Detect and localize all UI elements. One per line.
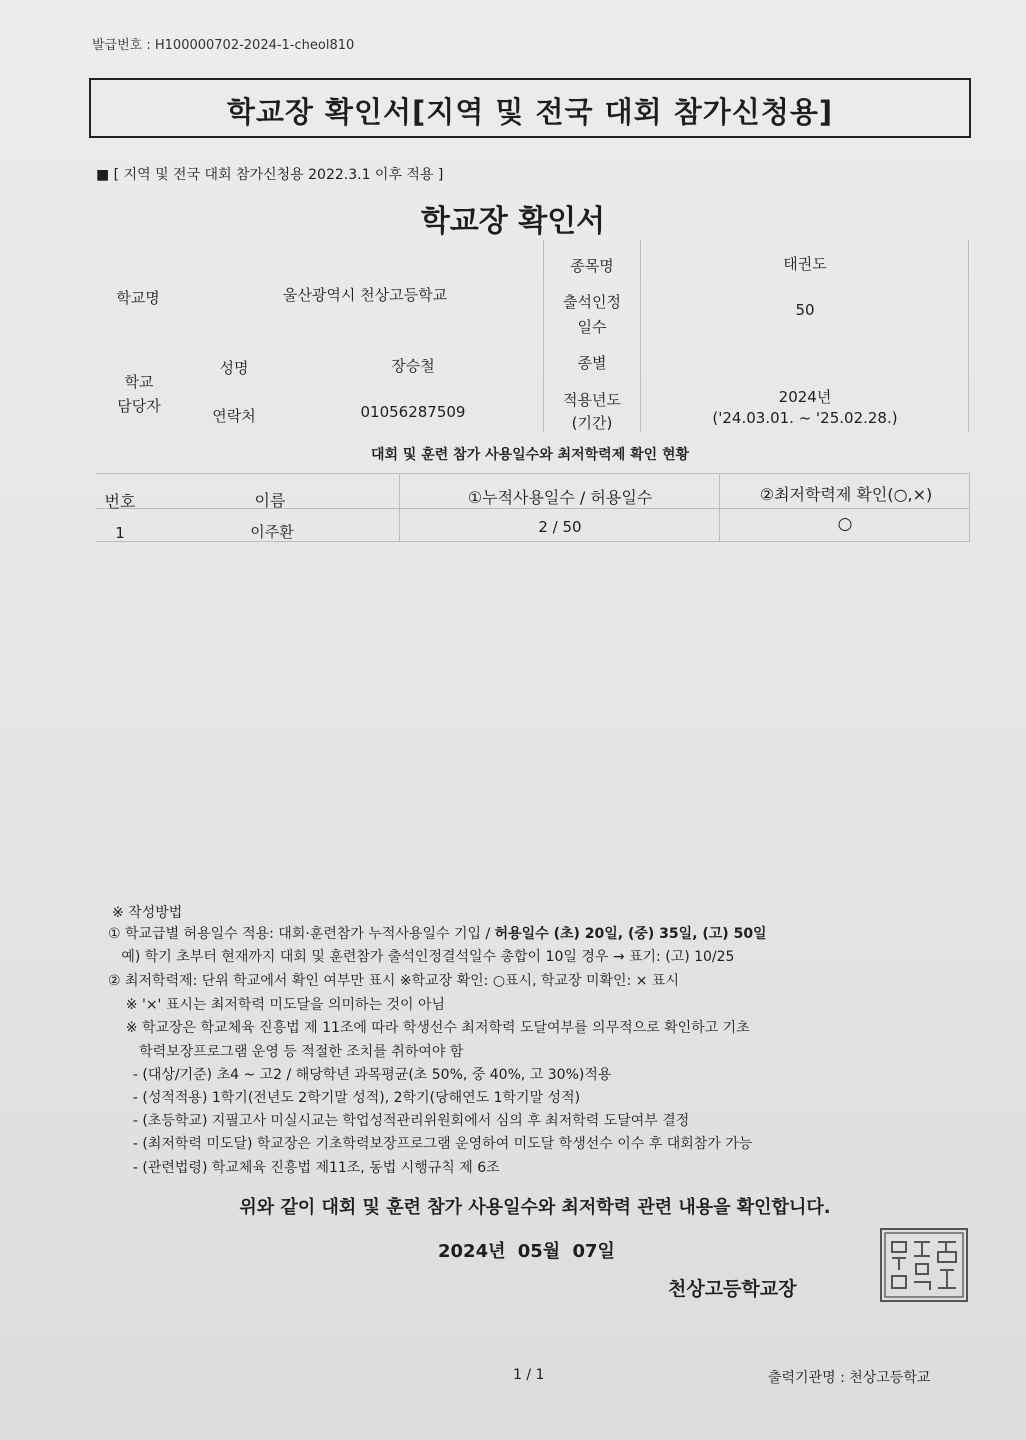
school-value: 울산광역시 천상고등학교: [282, 286, 448, 304]
manager-label: 학교 담당자: [117, 373, 161, 415]
table-divider: [399, 473, 400, 541]
column-header: ①누적사용일수 / 허용일수: [467, 488, 653, 507]
method-line: - (성적적용) 1학기(전년도 2학기말 성적), 2학기(당해연도 1학기말 성적): [124, 1090, 581, 1106]
attend-label: 출석인정 일수: [563, 293, 621, 336]
method-line: ※ 학교장은 학교체육 진흥법 제 11조에 따라 학생선수 최저학력 도달여부를 의무적으로 확인하고 기초: [108, 1020, 750, 1036]
sub-title: 학교장 확인서: [420, 204, 606, 239]
official-seal: [880, 1228, 968, 1302]
method-line: [108, 923, 767, 943]
method-line: - (최저학력 미도달) 학교장은 기초학력보장프로그램 운영하여 미도달 학생선수 이수 후 대회참가 가능: [124, 1136, 753, 1152]
contact-label: 연락처: [212, 407, 256, 425]
header-title-box: [89, 78, 971, 138]
issue-number: 발급번호 : H100000702-2024-1-cheol810: [92, 38, 355, 53]
issue-date: 2024년 05월 07일: [438, 1241, 615, 1262]
school-label: 학교명: [116, 289, 160, 307]
name-value: 장승철: [391, 357, 435, 375]
table-cell-days: 2 / 50: [538, 518, 582, 536]
column-header: 이름: [254, 491, 286, 510]
year-label: 적용년도 (기간): [563, 391, 621, 432]
table-divider: [719, 473, 720, 541]
method-line: ※ '×' 표시는 최저학력 미도달을 의미하는 것이 아님: [108, 997, 446, 1013]
method-line-bold: 허용일수 (초) 20일, (중) 35일, (고) 50일: [494, 926, 767, 942]
applicability-note: ■ [ 지역 및 전국 대회 참가신청용 2022.3.1 이후 적용 ]: [96, 167, 444, 183]
info-divider: [543, 240, 544, 432]
info-divider: [640, 240, 641, 432]
info-divider: [968, 240, 969, 432]
seal-icon: [882, 1230, 966, 1300]
header-title: 학교장 확인서[지역 및 전국 대회 참가신청용]: [226, 95, 834, 129]
output-organization: 출력기관명 : 천상고등학교: [768, 1370, 931, 1386]
table-divider: [969, 473, 970, 541]
table-cell-number: 1: [115, 524, 125, 542]
method-line: - (초등학교) 지필고사 미실시교는 학업성적관리위원회에서 심의 후 최저학력 도달여부 결정: [124, 1113, 690, 1129]
method-line-text: ① 학교급별 허용일수 적용: 대회·훈련참가 누적사용일수 기입 /: [108, 926, 495, 942]
principal-signature: 천상고등학교장: [668, 1278, 797, 1300]
year-value: 2024년: [778, 388, 832, 406]
method-title: ※ 작성방법: [112, 905, 183, 921]
column-header: 번호: [104, 492, 136, 511]
sport-value: 태권도: [783, 255, 827, 273]
attend-value: 50: [795, 301, 815, 319]
page-number: 1 / 1: [513, 1367, 545, 1383]
column-header: ②최저학력제 확인(○,×): [759, 485, 933, 504]
confirmation-statement: 위와 같이 대회 및 훈련 참가 사용일수와 최저학력 관련 내용을 확인합니다.: [239, 1197, 831, 1218]
table-cell-check: ○: [837, 514, 853, 534]
name-label: 성명: [219, 359, 249, 377]
method-line: - (관련법령) 학교체육 진흥법 제11조, 동법 시행규칙 제 6조: [124, 1160, 500, 1176]
section-title: 대회 및 훈련 참가 사용일수와 최저학력제 확인 현황: [370, 447, 690, 463]
contact-value: 01056287509: [360, 403, 466, 421]
kind-label: 종별: [577, 354, 607, 372]
table-cell-name: 이주환: [250, 523, 294, 541]
method-line: 학력보장프로그램 운영 등 적절한 조치를 취하여야 함: [108, 1044, 464, 1060]
method-line: ② 최저학력제: 단위 학교에서 확인 여부만 표시 ※학교장 확인: ○표시, 학교장 미확인: × 표시: [108, 973, 679, 989]
table-border: [96, 473, 970, 474]
period-value: ('24.03.01. ~ '25.02.28.): [712, 409, 898, 427]
method-line: - (대상/기준) 초4 ~ 고2 / 해당학년 과목평균(초 50%, 중 40%, 고 30%)적용: [124, 1067, 612, 1083]
method-line: 예) 학기 초부터 현재까지 대회 및 훈련참가 출석인정결석일수 총합이 10일 경우 → 표기: (고) 10/25: [108, 949, 735, 965]
sport-label: 종목명: [570, 257, 614, 275]
